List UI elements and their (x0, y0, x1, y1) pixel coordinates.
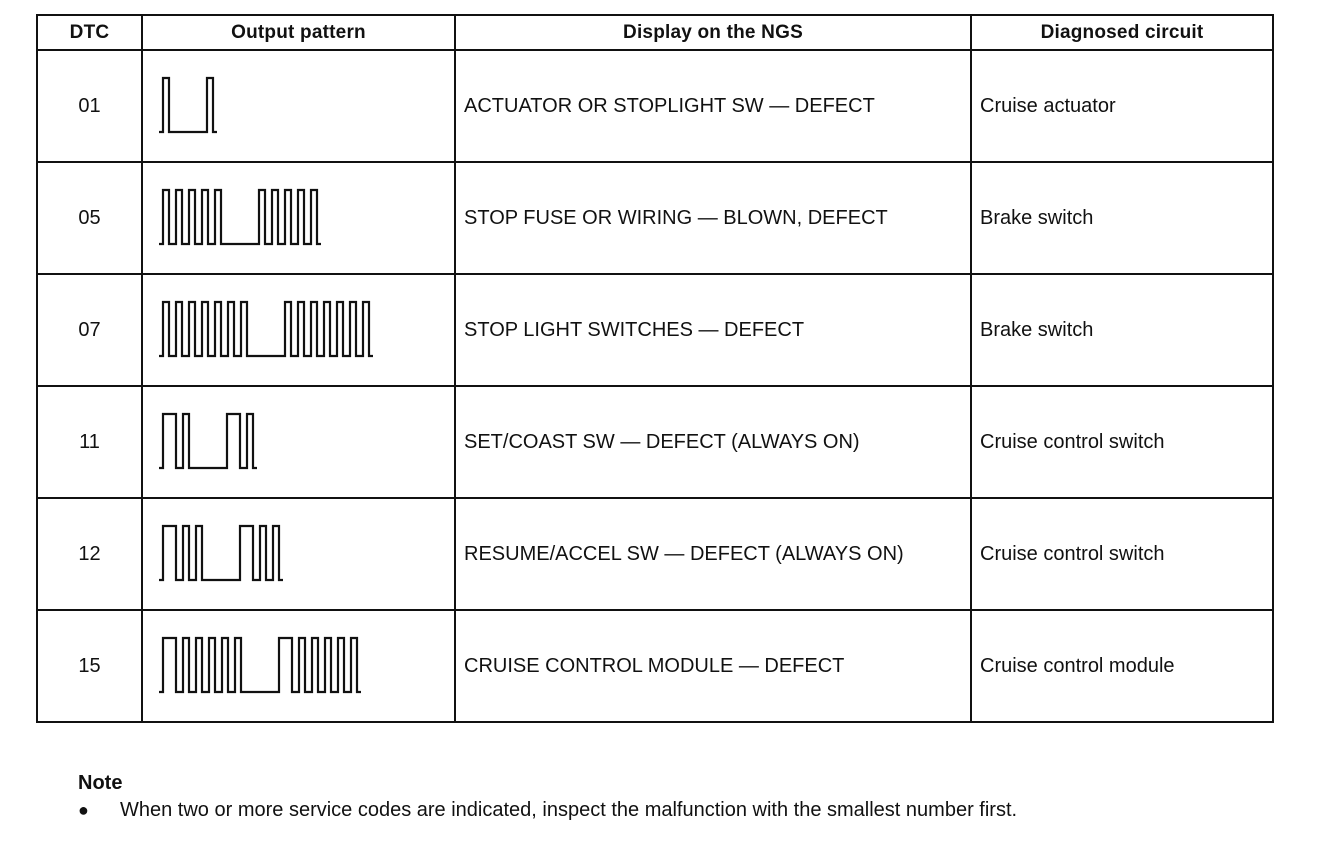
output-pattern-waveform (157, 522, 457, 586)
output-pattern-cell (142, 162, 455, 274)
pulse-train (159, 78, 217, 132)
ngs-display-text: ACTUATOR OR STOPLIGHT SW — DEFECT (455, 50, 971, 162)
ngs-display-text: STOP LIGHT SWITCHES — DEFECT (455, 274, 971, 386)
diagnosed-circuit: Cruise actuator (971, 50, 1273, 162)
ngs-display-text: SET/COAST SW — DEFECT (ALWAYS ON) (455, 386, 971, 498)
header-display-ngs: Display on the NGS (455, 15, 971, 50)
note-text: When two or more service codes are indicated, inspect the malfunction with the smallest number first. (120, 799, 1018, 821)
output-pattern-cell (142, 386, 455, 498)
diagnosed-circuit: Cruise control module (971, 610, 1273, 722)
pulse-train (159, 526, 283, 580)
dtc-code: 15 (37, 610, 142, 722)
table-row (37, 274, 1273, 386)
header-output-pattern: Output pattern (142, 15, 455, 50)
table-row (37, 610, 1273, 722)
dtc-table (36, 14, 1274, 723)
pulse-train (159, 302, 373, 356)
dtc-code: 07 (37, 274, 142, 386)
note-item (78, 799, 1017, 822)
diagnosed-circuit: Cruise control switch (971, 386, 1273, 498)
table-header-row (37, 15, 1273, 50)
output-pattern-waveform (157, 186, 457, 250)
note-title: Note (78, 772, 123, 794)
dtc-code: 01 (37, 50, 142, 162)
note-section (78, 772, 1017, 822)
ngs-display-text: RESUME/ACCEL SW — DEFECT (ALWAYS ON) (455, 498, 971, 610)
dtc-code: 12 (37, 498, 142, 610)
output-pattern-waveform (157, 74, 457, 138)
output-pattern-waveform (157, 410, 457, 474)
table-row (37, 50, 1273, 162)
table-row (37, 386, 1273, 498)
pulse-train (159, 414, 257, 468)
ngs-display-text: STOP FUSE OR WIRING — BLOWN, DEFECT (455, 162, 971, 274)
output-pattern-cell (142, 498, 455, 610)
output-pattern-waveform (157, 298, 457, 362)
table-row (37, 498, 1273, 610)
header-diagnosed-circuit: Diagnosed circuit (971, 15, 1273, 50)
dtc-code: 05 (37, 162, 142, 274)
bullet-icon: ● (78, 800, 89, 820)
output-pattern-cell (142, 610, 455, 722)
pulse-train (159, 638, 361, 692)
diagnosed-circuit: Brake switch (971, 274, 1273, 386)
pulse-train (159, 190, 321, 244)
ngs-display-text: CRUISE CONTROL MODULE — DEFECT (455, 610, 971, 722)
dtc-code: 11 (37, 386, 142, 498)
header-dtc: DTC (37, 15, 142, 50)
output-pattern-waveform (157, 634, 457, 698)
diagnosed-circuit: Cruise control switch (971, 498, 1273, 610)
output-pattern-cell (142, 274, 455, 386)
table-row (37, 162, 1273, 274)
output-pattern-cell (142, 50, 455, 162)
diagnosed-circuit: Brake switch (971, 162, 1273, 274)
